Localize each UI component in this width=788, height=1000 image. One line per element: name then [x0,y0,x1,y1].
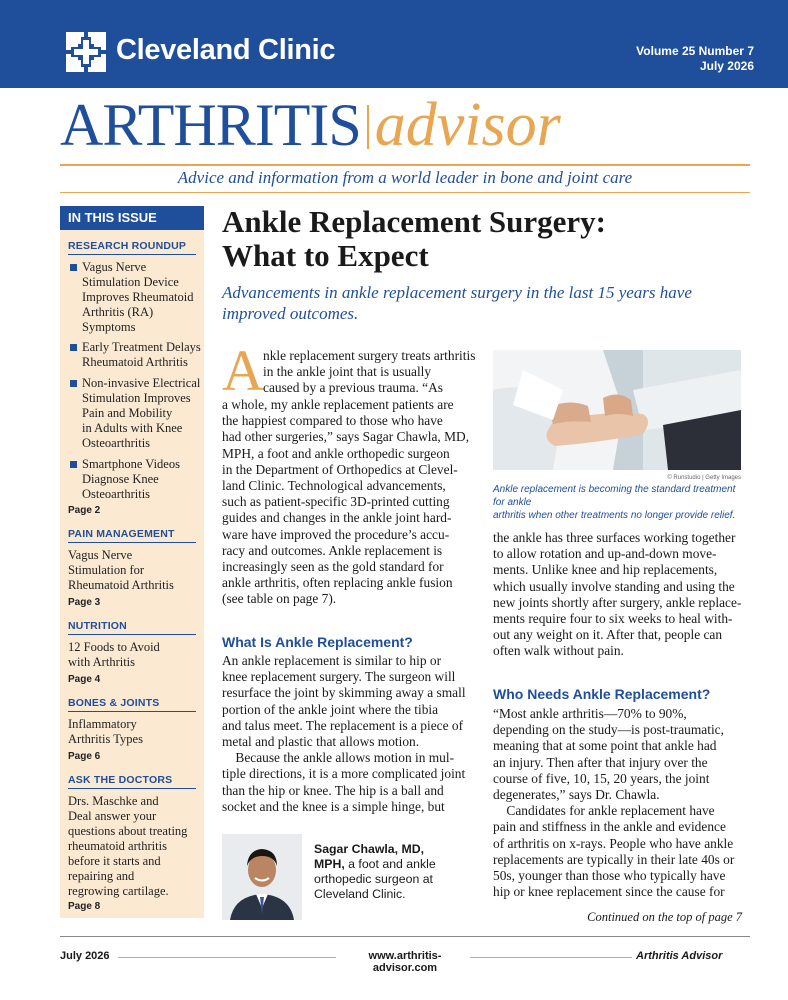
cleveland-clinic-logo-icon [66,32,106,72]
toc-page-number: Page 4 [68,674,101,685]
tagline: Advice and information from a world leader in bone and joint care [177,168,633,187]
masthead [60,90,561,160]
photo-caption: Ankle replacement is becoming the standard treatment for ankle arthritis when other treatments no longer provide relief. [493,484,736,521]
footer-date: July 2026 [60,950,110,962]
sidebar-rule [68,254,196,255]
sidebar-rule [68,711,196,712]
footer-divider [118,957,336,958]
sidebar-section-title: BONES & JOINTS [68,697,160,709]
bullet-icon [70,264,77,271]
masthead-rule [60,164,750,166]
sidebar-section-title: ASK THE DOCTORS [68,774,173,786]
doctor-headshot-photo [222,834,302,920]
toc-item[interactable]: Non-invasive Electrical Stimulation Improves Pain and Mobility in Adults with Knee Osteoarthritis [82,376,201,450]
sidebar-heading: IN THIS ISSUE [60,206,204,230]
toc-page-number: Page 2 [68,505,101,516]
bullet-icon [70,461,77,468]
issue-volume: Volume 25 Number 7 [636,44,754,58]
footer-url[interactable]: www.arthritis-advisor.com [368,950,442,974]
toc-item[interactable]: Vagus Nerve Stimulation Device Improves Rheumatoid Arthritis (RA) Symptoms [82,260,194,334]
toc-item[interactable]: 12 Foods to Avoid with Arthritis [68,640,160,669]
bullet-icon [70,344,77,351]
sidebar-section-title: PAIN MANAGEMENT [68,528,175,540]
subhead-who-needs: Who Needs Ankle Replacement? [493,686,711,702]
column2-paragraph: the ankle has three surfaces working together to allow rotation and up-and-down move- ments. Unlike knee and hip replacements, which usually involve standing and using the new joints shortly after surgery, ankle replace- ments require four to six weeks to heal with- out any weight on it. After that, people can often walk without pain. [493,530,742,659]
masthead-arthritis: ARTHRITIS [60,92,361,158]
issue-date: July 2026 [699,59,754,73]
toc-item[interactable]: Smartphone Videos Diagnose Knee Osteoarthritis [82,457,180,501]
section-paragraph: “Most ankle arthritis—70% to 90%, depending on the study—is post-traumatic, meaning that at some point that ankle had an injury. Then after that injury over the course of five, 10, 15, 20 years, the joint degenerates,” says Dr. Chawla. Candidates for ankle replacement have pain and stiffness in the ankle and evidence of arthritis on x-rays. People who have ankle replacements are typically in their late 40s or 50s, younger than those who typically have hip or knee replacement since the cause for [493,706,735,900]
footer-rule [60,936,750,937]
toc-item[interactable]: Vagus Nerve Stimulation for Rheumatoid Arthritis [68,548,174,592]
toc-item[interactable]: Drs. Maschke and Deal answer your questions about treating rheumatoid arthritis before it starts and repairing and regrowing cartilage. [68,794,188,898]
tagline-rule [60,192,750,193]
intro-paragraph-indented: nkle replacement surgery treats arthritis in the ankle joint that is usually caused by a previous trauma. “As [263,348,476,396]
toc-item[interactable]: Early Treatment Delays Rheumatoid Arthritis [82,340,201,369]
brand-name: Cleveland Clinic [116,34,336,66]
toc-item[interactable]: Inflammatory Arthritis Types [68,717,143,746]
footer-divider [470,957,632,958]
sidebar-rule [68,788,196,789]
subhead-what-is: What Is Ankle Replacement? [222,634,413,650]
bullet-icon [70,380,77,387]
continued-note: Continued on the top of page 7 [587,910,742,924]
masthead-divider [367,105,369,149]
toc-page-number: Page 3 [68,597,101,608]
toc-page-number: Page 6 [68,751,101,762]
article-title: Ankle Replacement Surgery: What to Expect [222,204,606,273]
article-deck: Advancements in ankle replacement surgery in the last 15 years have improved outcomes. [222,283,692,323]
sidebar-section-title: RESEARCH ROUNDUP [68,240,187,252]
doctor-bio: Sagar Chawla, MD, MPH, a foot and ankle orthopedic surgeon at Cleveland Clinic. [314,842,436,901]
ankle-exam-photo [493,350,741,470]
intro-paragraph: a whole, my ankle replacement patients are the happiest compared to those who have had other surgeries,” says Sagar Chawla, MD, MPH, a foot and ankle orthopedic surgeon in the Department of Orthopedics at Clevel- land Clinic. Technological advancements, such as patient-specific 3D-printed cutting guides and changes in the ankle joint hard- ware have improved the procedure’s accu- racy and outcomes. Ankle replacement is increasingly seen as the gold standard for ankle arthritis, often replacing ankle fusion (see table on page 7). [222,397,470,607]
drop-cap: A [222,338,264,403]
footer-publication: Arthritis Advisor [636,950,723,962]
masthead-advisor: advisor [374,91,561,159]
sidebar-rule [68,542,196,543]
sidebar-section-title: NUTRITION [68,620,127,632]
toc-page-number: Page 8 [68,901,101,912]
sidebar-rule [68,634,196,635]
photo-credit: © Runstudio | Getty Images [667,475,741,481]
section-paragraph: An ankle replacement is similar to hip or knee replacement surgery. The surgeon will resurface the joint by skimming away a small portion of the ankle joint where the tibia and talus meet. The replacement is a piece of metal and plastic that allows motion. Because the ankle allows motion in mul- tiple directions, it is a more complicated joint than the hip or knee. The hip is a ball and socket and the knee is a simple hinge, but [222,653,466,814]
